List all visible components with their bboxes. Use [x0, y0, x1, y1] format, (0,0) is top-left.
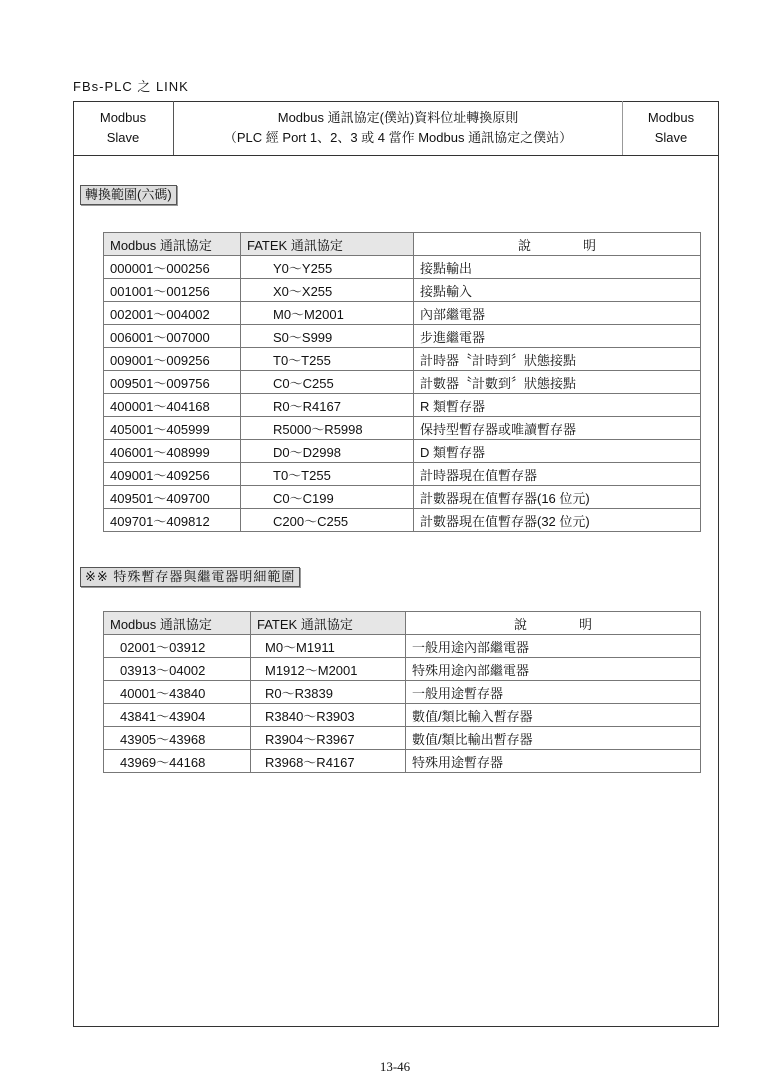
modbus-address-cell: 001001～001256 — [104, 279, 241, 302]
table-row — [104, 348, 701, 371]
modbus-address-cell: 409001～409256 — [104, 463, 241, 486]
fatek-address-cell: T0～T255 — [241, 463, 414, 486]
fatek-address-cell: R3840～R3903 — [251, 704, 406, 727]
column-header: 說 明 — [406, 612, 701, 635]
description-cell: 計數器〝計數到〞狀態接點 — [414, 371, 701, 394]
section2-label: ※※ 特殊暫存器與繼電器明細範圍 — [80, 567, 300, 587]
header-left-line2: Slave — [106, 130, 140, 145]
modbus-address-cell: 000001～000256 — [104, 256, 241, 279]
table-row — [104, 658, 701, 681]
fatek-address-cell: Y0～Y255 — [241, 256, 414, 279]
fatek-address-cell: R0～R4167 — [241, 394, 414, 417]
table-row — [104, 750, 701, 773]
modbus-address-cell: 43969～44168 — [104, 750, 251, 773]
conversion-range-table — [103, 232, 701, 532]
table-row — [104, 302, 701, 325]
table-row — [104, 417, 701, 440]
fatek-address-cell: R5000～R5998 — [241, 417, 414, 440]
page-header — [73, 101, 719, 156]
modbus-address-cell: 006001～007000 — [104, 325, 241, 348]
description-cell: 步進繼電器 — [414, 325, 701, 348]
table-row — [104, 256, 701, 279]
table-row — [104, 635, 701, 658]
fatek-address-cell: M1912～M2001 — [251, 658, 406, 681]
modbus-address-cell: 406001～408999 — [104, 440, 241, 463]
description-cell: 保持型暫存器或唯讀暫存器 — [414, 417, 701, 440]
modbus-address-cell: 409701～409812 — [104, 509, 241, 532]
description-cell: D 類暫存器 — [414, 440, 701, 463]
table-row — [104, 486, 701, 509]
table-row — [104, 371, 701, 394]
description-cell: 特殊用途內部繼電器 — [406, 658, 701, 681]
table-row — [104, 279, 701, 302]
column-header: 說 明 — [414, 233, 701, 256]
modbus-address-cell: 405001～405999 — [104, 417, 241, 440]
table-row — [104, 325, 701, 348]
description-cell: 內部繼電器 — [414, 302, 701, 325]
column-header: Modbus 通訊協定 — [104, 233, 241, 256]
chapter-title: FBs-PLC 之 LINK — [73, 79, 189, 94]
fatek-address-cell: R0～R3839 — [251, 681, 406, 704]
fatek-address-cell: X0～X255 — [241, 279, 414, 302]
description-cell: 接點輸出 — [414, 256, 701, 279]
description-cell: 一般用途暫存器 — [406, 681, 701, 704]
modbus-address-cell: 400001～404168 — [104, 394, 241, 417]
table-header-row — [104, 612, 701, 635]
header-subtitle: （PLC 經 Port 1、2、3 或 4 當作 Modbus 通訊協定之僕站） — [223, 130, 573, 145]
description-cell: 特殊用途暫存器 — [406, 750, 701, 773]
header-right-line1: Modbus — [647, 110, 695, 125]
table-header-row — [104, 233, 701, 256]
fatek-address-cell: M0～M2001 — [241, 302, 414, 325]
table-row — [104, 509, 701, 532]
table-row — [104, 463, 701, 486]
header-left-line1: Modbus — [99, 110, 147, 125]
table-row — [104, 440, 701, 463]
fatek-address-cell: T0～T255 — [241, 348, 414, 371]
header-left — [73, 101, 174, 155]
fatek-address-cell: C0～C255 — [241, 371, 414, 394]
description-cell: 計數器現在值暫存器(32 位元) — [414, 509, 701, 532]
column-header: FATEK 通訊協定 — [251, 612, 406, 635]
header-title: Modbus 通訊協定(僕站)資料位址轉換原則 — [277, 110, 519, 125]
modbus-address-cell: 009001～009256 — [104, 348, 241, 371]
modbus-address-cell: 40001～43840 — [104, 681, 251, 704]
fatek-address-cell: M0～M1911 — [251, 635, 406, 658]
description-cell: 接點輸入 — [414, 279, 701, 302]
modbus-address-cell: 43905～43968 — [104, 727, 251, 750]
section1-label: 轉換範圍(六碼) — [80, 185, 177, 205]
table-row — [104, 394, 701, 417]
header-right-line2: Slave — [654, 130, 688, 145]
description-cell: R 類暫存器 — [414, 394, 701, 417]
table-row — [104, 681, 701, 704]
description-cell: 計數器現在值暫存器(16 位元) — [414, 486, 701, 509]
modbus-address-cell: 03913～04002 — [104, 658, 251, 681]
fatek-address-cell: C0～C199 — [241, 486, 414, 509]
fatek-address-cell: R3968～R4167 — [251, 750, 406, 773]
column-header: Modbus 通訊協定 — [104, 612, 251, 635]
fatek-address-cell: S0～S999 — [241, 325, 414, 348]
fatek-address-cell: R3904～R3967 — [251, 727, 406, 750]
modbus-address-cell: 02001～03912 — [104, 635, 251, 658]
modbus-address-cell: 409501～409700 — [104, 486, 241, 509]
table-row — [104, 704, 701, 727]
header-middle — [174, 101, 623, 155]
modbus-address-cell: 002001～004002 — [104, 302, 241, 325]
modbus-address-cell: 009501～009756 — [104, 371, 241, 394]
header-right — [623, 101, 719, 155]
table-row — [104, 727, 701, 750]
modbus-address-cell: 43841～43904 — [104, 704, 251, 727]
special-register-table — [103, 611, 701, 773]
description-cell: 數值/類比輸入暫存器 — [406, 704, 701, 727]
description-cell: 計時器現在值暫存器 — [414, 463, 701, 486]
fatek-address-cell: D0～D2998 — [241, 440, 414, 463]
description-cell: 數值/類比輸出暫存器 — [406, 727, 701, 750]
description-cell: 計時器〝計時到〞狀態接點 — [414, 348, 701, 371]
fatek-address-cell: C200～C255 — [241, 509, 414, 532]
description-cell: 一般用途內部繼電器 — [406, 635, 701, 658]
page-number: 13-46 — [379, 1059, 411, 1074]
column-header: FATEK 通訊協定 — [241, 233, 414, 256]
